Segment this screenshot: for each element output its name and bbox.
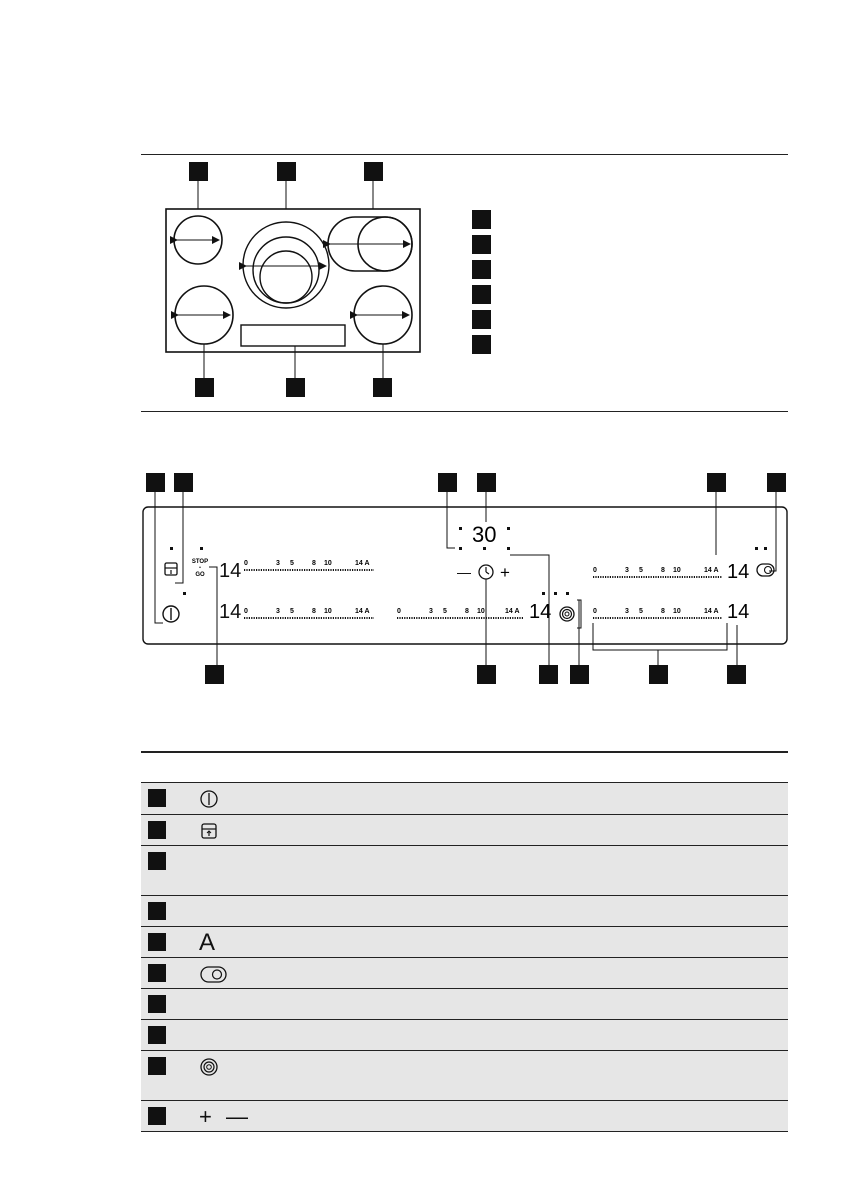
- scale-label-left-top: 10: [324, 560, 332, 567]
- callout-box: [286, 378, 305, 397]
- row-number-box: [148, 995, 166, 1013]
- callout-box: [373, 378, 392, 397]
- table-row: [141, 783, 788, 815]
- callout-box: [539, 665, 558, 684]
- scale-label-centre: 14 A: [505, 608, 520, 615]
- callout-box: [477, 473, 496, 492]
- lock-icon: [199, 820, 223, 842]
- table-header: [141, 753, 788, 783]
- scale-label-right-top: 8: [661, 567, 665, 574]
- scale-label-centre: 3: [429, 608, 433, 615]
- timer-display: 30: [472, 522, 497, 547]
- callout-box: [174, 473, 193, 492]
- legend-box: [472, 235, 491, 254]
- scale-label-centre: 5: [443, 608, 447, 615]
- timer-plus-button[interactable]: +: [500, 563, 510, 582]
- zone-level-right-top: 14: [727, 561, 750, 583]
- callout-box: [364, 162, 383, 181]
- table-row: [141, 958, 788, 989]
- svg-text:•: •: [199, 565, 201, 571]
- row-number-box: [148, 1026, 166, 1044]
- callout-box: [189, 162, 208, 181]
- legend-box: [472, 210, 491, 229]
- scale-label-right-bottom: 5: [639, 608, 643, 615]
- stop-label[interactable]: STOP: [191, 559, 209, 565]
- plus-minus-icon: [199, 1106, 259, 1128]
- callout-box: [649, 665, 668, 684]
- scale-label-left-bottom: 10: [324, 608, 332, 615]
- table-row: [141, 1020, 788, 1051]
- table-row: [141, 1051, 788, 1101]
- scale-label-centre: 8: [465, 608, 469, 615]
- callout-box: [707, 473, 726, 492]
- letter-a-symbol: A: [199, 929, 216, 956]
- legend-box: [472, 335, 491, 354]
- minus-symbol: —: [225, 1104, 248, 1129]
- zone-level-centre: 14: [529, 601, 552, 623]
- hob-layout-diagram: [0, 0, 841, 420]
- table-row: [141, 846, 788, 896]
- scale-label-right-top: 10: [673, 567, 681, 574]
- scale-label-right-top: 0: [593, 567, 597, 574]
- table-row: [141, 1101, 788, 1132]
- scale-label-right-bottom: 0: [593, 608, 597, 615]
- control-panel-area: [241, 325, 345, 346]
- scale-label-left-bottom: 3: [276, 608, 280, 615]
- callout-box: [277, 162, 296, 181]
- zone-level-right-bottom: 14: [727, 601, 750, 623]
- row-number-box: [148, 902, 166, 920]
- table-row: [141, 896, 788, 927]
- callout-box: [195, 378, 214, 397]
- scale-label-right-top: 3: [625, 567, 629, 574]
- row-number-box: [148, 852, 166, 870]
- callout-box: [438, 473, 457, 492]
- row-number-box: [148, 964, 166, 982]
- row-number-box: [148, 933, 166, 951]
- callout-box: [727, 665, 746, 684]
- table-row: [141, 927, 788, 958]
- legend-box: [472, 260, 491, 279]
- callout-box: [146, 473, 165, 492]
- callout-box: [570, 665, 589, 684]
- scale-label-left-bottom: 8: [312, 608, 316, 615]
- control-panel-diagram: [0, 460, 841, 690]
- plus-symbol: +: [199, 1104, 212, 1129]
- zone-level-left-bottom: 14: [219, 601, 242, 623]
- symbol-table: [141, 751, 788, 1132]
- scale-label-left-bottom: 0: [244, 608, 248, 615]
- callout-box: [205, 665, 224, 684]
- scale-label-centre: 10: [477, 608, 485, 615]
- scale-label-right-bottom: 10: [673, 608, 681, 615]
- row-number-box: [148, 789, 166, 807]
- legend-box: [472, 285, 491, 304]
- go-label[interactable]: GO: [195, 572, 205, 578]
- scale-label-left-top: 5: [290, 560, 294, 567]
- scale-label-left-bottom: 14 A: [355, 608, 370, 615]
- bridge-icon: [199, 963, 229, 985]
- table-row: [141, 989, 788, 1020]
- scale-label-left-top: 8: [312, 560, 316, 567]
- row-number-box: [148, 1057, 166, 1075]
- scale-label-left-top: 0: [244, 560, 248, 567]
- scale-label-right-bottom: 14 A: [704, 608, 719, 615]
- scale-label-right-bottom: 8: [661, 608, 665, 615]
- row-number-box: [148, 1107, 166, 1125]
- scale-label-right-bottom: 3: [625, 608, 629, 615]
- scale-label-right-top: 14 A: [704, 567, 719, 574]
- power-function-icon: [199, 1056, 223, 1078]
- scale-label-left-top: 3: [276, 560, 280, 567]
- on-off-icon: [199, 788, 223, 810]
- scale-label-left-bottom: 5: [290, 608, 294, 615]
- scale-label-centre: 0: [397, 608, 401, 615]
- callout-box: [767, 473, 786, 492]
- scale-label-right-top: 5: [639, 567, 643, 574]
- callout-box: [477, 665, 496, 684]
- row-number-box: [148, 821, 166, 839]
- scale-label-left-top: 14 A: [355, 560, 370, 567]
- table-row: [141, 815, 788, 846]
- zone-level-left-top: 14: [219, 560, 242, 582]
- legend-box: [472, 310, 491, 329]
- timer-minus-button[interactable]: —: [457, 564, 471, 580]
